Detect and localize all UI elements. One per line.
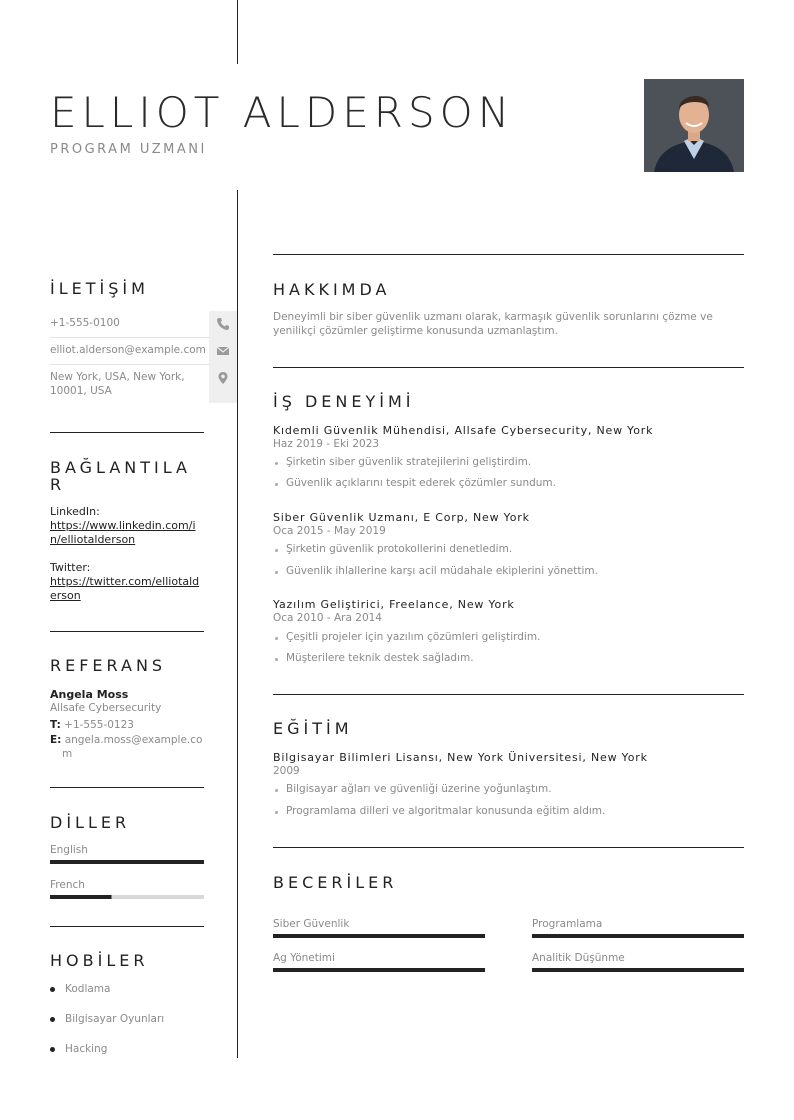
language-label: French bbox=[50, 879, 85, 891]
main-rule bbox=[273, 254, 744, 255]
main-rule bbox=[273, 367, 744, 368]
hobby-item: Kodlama bbox=[65, 983, 111, 995]
reference-heading: REFERANS bbox=[50, 656, 167, 675]
location-pin-icon bbox=[216, 371, 230, 385]
reference-email-label: E: bbox=[50, 734, 62, 746]
twitter-link-block bbox=[50, 561, 202, 603]
skills-heading: BECERİLER bbox=[273, 873, 398, 892]
job-bullet: Güvenlik açıklarını tespit ederek çözümler sundum. bbox=[286, 477, 556, 489]
languages-heading: DİLLER bbox=[50, 813, 131, 832]
contact-phone: +1-555-0100 bbox=[50, 317, 120, 329]
bullet-dot bbox=[275, 789, 278, 792]
resume-job-title: PROGRAM UZMANI bbox=[50, 142, 207, 157]
hobby-item: Bilgisayar Oyunları bbox=[65, 1013, 165, 1025]
education-bullet: Programlama dilleri ve algoritmalar konusunda eğitim aldım. bbox=[286, 805, 606, 817]
job-title: Kıdemli Güvenlik Mühendisi, Allsafe Cybersecurity, New York bbox=[273, 424, 654, 437]
job-bullet: Çeşitli projeler için yazılım çözümleri geliştirdim. bbox=[286, 631, 541, 643]
reference-name: Angela Moss bbox=[50, 688, 129, 701]
job-dates: Oca 2010 - Ara 2014 bbox=[273, 612, 382, 624]
reference-email-line2: m bbox=[62, 748, 73, 760]
main-rule bbox=[273, 847, 744, 848]
education-bullet: Bilgisayar ağları ve güvenliği üzerine yoğunlaştım. bbox=[286, 783, 552, 795]
hobbies-heading: HOBİLER bbox=[50, 951, 149, 970]
job-dates: Haz 2019 - Eki 2023 bbox=[273, 438, 380, 450]
skill-level-bar bbox=[532, 934, 744, 938]
skill-label: Ag Yönetimi bbox=[273, 952, 335, 964]
job-bullet: Şirketin siber güvenlik stratejilerini geliştirdim. bbox=[286, 456, 532, 468]
about-heading: HAKKIMDA bbox=[273, 280, 391, 299]
links-heading-line2: R bbox=[50, 475, 66, 494]
twitter-url-line2[interactable]: erson bbox=[50, 589, 81, 602]
experience-heading: İŞ DENEYİMİ bbox=[273, 392, 415, 411]
reference-email-row bbox=[50, 733, 205, 761]
bullet-dot bbox=[275, 483, 278, 486]
language-level-bar bbox=[50, 860, 204, 864]
phone-icon bbox=[216, 317, 230, 331]
reference-email-line1: angela.moss@example.co bbox=[64, 734, 203, 746]
reference-phone-label: T: bbox=[50, 719, 61, 731]
hobby-bullet bbox=[50, 987, 55, 992]
job-bullet: Şirketin güvenlik protokollerini denetledim. bbox=[286, 543, 513, 555]
sidebar-rule bbox=[50, 787, 204, 788]
education-degree: Bilgisayar Bilimleri Lisansı, New York Üniversitesi, New York bbox=[273, 751, 648, 764]
job-title: Yazılım Geliştirici, Freelance, New York bbox=[273, 598, 515, 611]
job-bullet: Güvenlik ihlallerine karşı acil müdahale ekiplerini yönettim. bbox=[286, 565, 598, 577]
main-rule bbox=[273, 694, 744, 695]
sidebar-rule bbox=[50, 926, 204, 927]
hobby-item: Hacking bbox=[65, 1043, 108, 1055]
bullet-dot bbox=[275, 811, 278, 814]
job-bullet: Müşterilere teknik destek sağladım. bbox=[286, 652, 474, 664]
sidebar-rule bbox=[50, 432, 204, 433]
contact-separator bbox=[50, 337, 210, 338]
contact-separator bbox=[50, 364, 210, 365]
bullet-dot bbox=[275, 549, 278, 552]
education-year: 2009 bbox=[273, 765, 300, 777]
contact-icon-strip bbox=[209, 311, 237, 403]
links-heading-line1: BAĞLANTILA bbox=[50, 458, 191, 477]
reference-phone: +1-555-0123 bbox=[64, 719, 134, 731]
resume-name: ELLIOT ALDERSON bbox=[50, 88, 515, 137]
top-divider-line bbox=[237, 0, 238, 64]
contact-heading: İLETİŞİM bbox=[50, 279, 149, 298]
skill-label: Siber Güvenlik bbox=[273, 918, 350, 930]
bullet-dot bbox=[275, 571, 278, 574]
job-title: Siber Güvenlik Uzmanı, E Corp, New York bbox=[273, 511, 530, 524]
profile-photo bbox=[644, 79, 744, 172]
links-heading bbox=[50, 459, 210, 493]
skill-label: Programlama bbox=[532, 918, 603, 930]
twitter-url-line1[interactable]: https://twitter.com/elliotald bbox=[50, 575, 200, 588]
bullet-dot bbox=[275, 637, 278, 640]
hobby-bullet bbox=[50, 1017, 55, 1022]
language-label: English bbox=[50, 844, 88, 856]
job-dates: Oca 2015 - May 2019 bbox=[273, 525, 386, 537]
twitter-label: Twitter: bbox=[50, 561, 91, 574]
sidebar-rule bbox=[50, 631, 204, 632]
bullet-dot bbox=[275, 462, 278, 465]
education-heading: EĞİTİM bbox=[273, 719, 353, 738]
about-text: Deneyimli bir siber güvenlik uzmanı olarak, karmaşık güvenlik sorunlarını çözme ve yenilikçi çözümler geliştirme konusunda uzmanlaştım. bbox=[273, 311, 713, 337]
twitter-url[interactable] bbox=[50, 575, 202, 603]
reference-phone-row bbox=[50, 718, 205, 732]
bullet-dot bbox=[275, 658, 278, 661]
skill-label: Analitik Düşünme bbox=[532, 952, 625, 964]
linkedin-url-line1[interactable]: https://www.linkedin.com/i bbox=[50, 519, 196, 532]
language-level-bar bbox=[50, 895, 204, 899]
linkedin-label: LinkedIn: bbox=[50, 505, 100, 518]
skill-level-bar bbox=[273, 934, 485, 938]
contact-address-line2: 10001, USA bbox=[50, 385, 112, 397]
contact-email: elliot.alderson@example.com bbox=[50, 344, 206, 356]
linkedin-url[interactable] bbox=[50, 519, 202, 547]
skill-level-bar bbox=[273, 968, 485, 972]
skill-level-bar bbox=[532, 968, 744, 972]
linkedin-link-block bbox=[50, 505, 202, 547]
mail-icon bbox=[216, 344, 230, 358]
contact-address-line1: New York, USA, New York, bbox=[50, 371, 185, 383]
reference-company: Allsafe Cybersecurity bbox=[50, 702, 162, 714]
linkedin-url-line2[interactable]: n/elliotalderson bbox=[50, 533, 136, 546]
hobby-bullet bbox=[50, 1047, 55, 1052]
